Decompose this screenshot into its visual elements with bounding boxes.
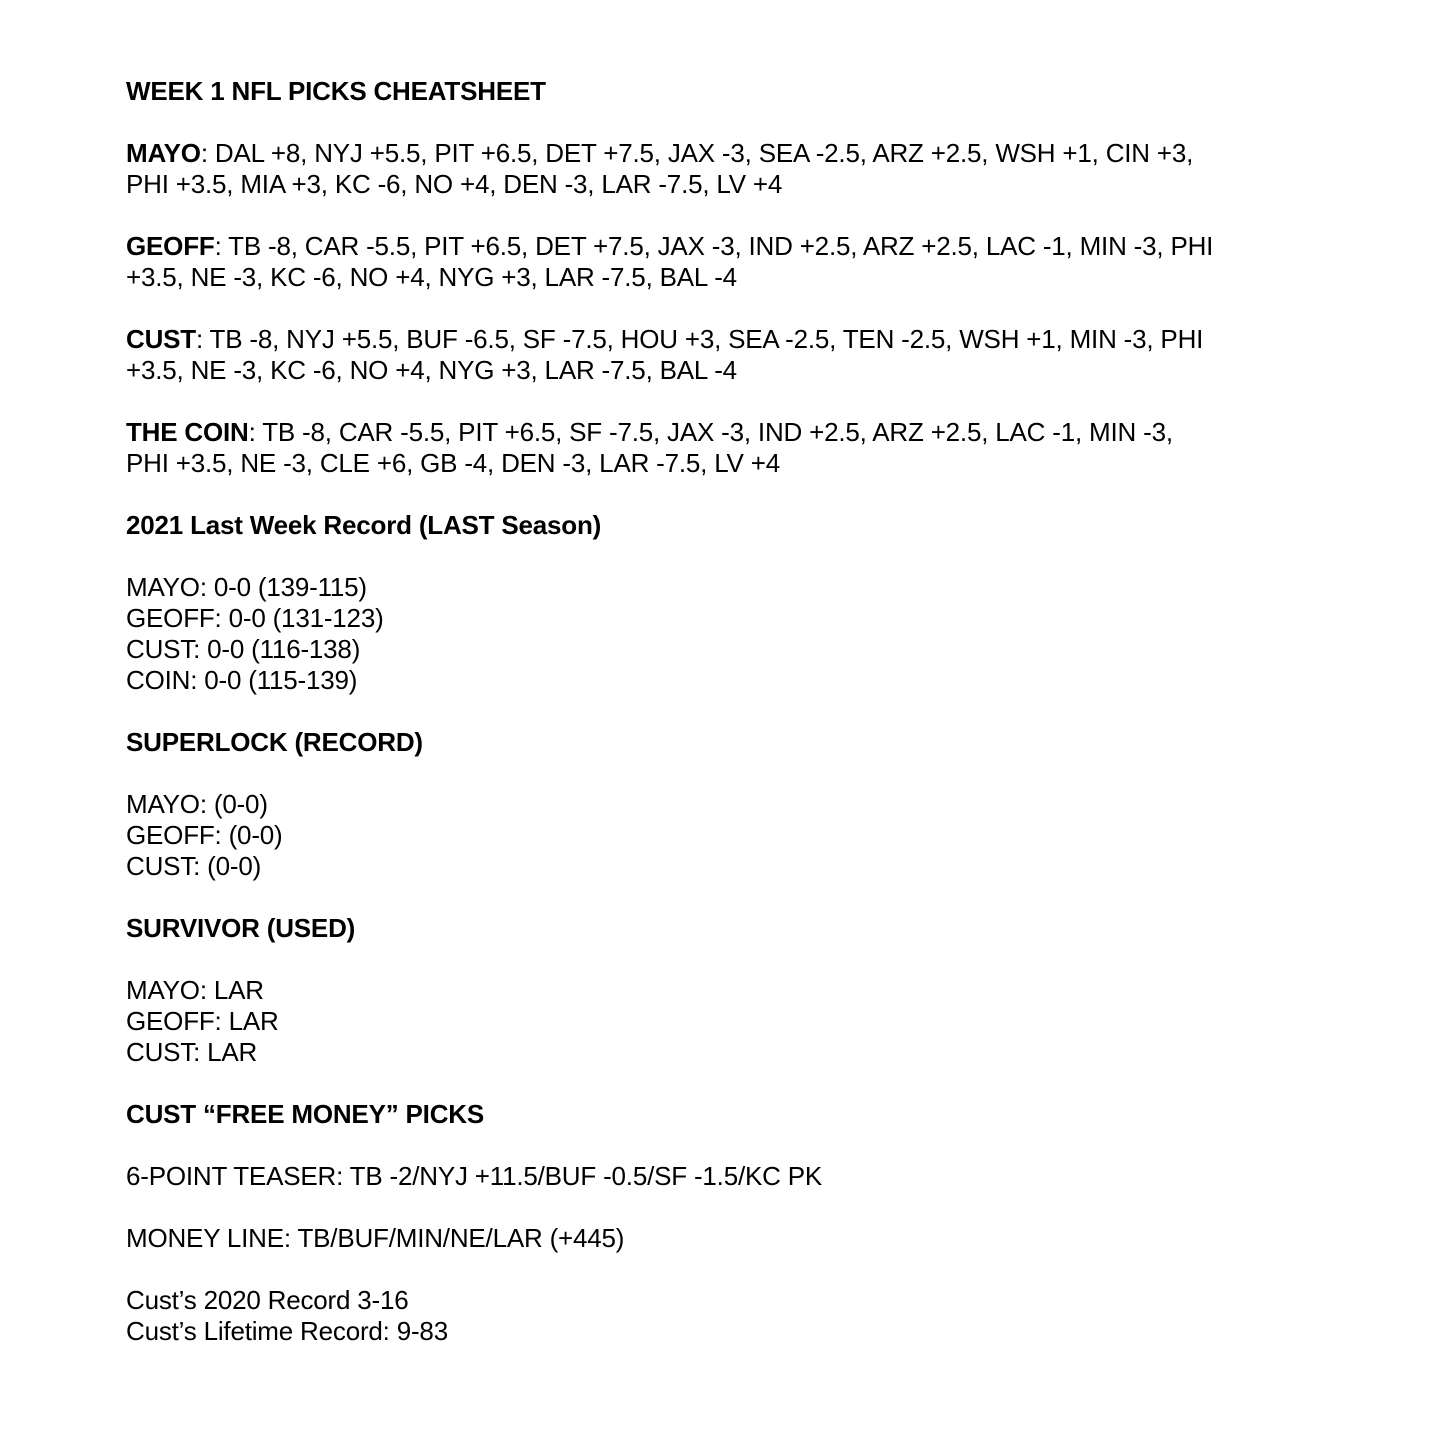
spacer [126,107,1336,138]
spacer [126,386,1336,417]
spacer [126,541,1336,572]
picks-the-coin-line-1 [126,417,1336,448]
record-line-geoff: GEOFF: 0-0 (131-123) [126,603,384,633]
cust-2020-record: Cust’s 2020 Record 3-16 [126,1285,409,1315]
spacer [126,882,1336,913]
spacer [126,944,1336,975]
record-line-cust: CUST: 0-0 (116-138) [126,634,361,664]
picks-text: : TB -8, NYJ +5.5, BUF -6.5, SF -7.5, HOU +3, SEA -2.5, TEN -2.5, WSH +1, MIN -3, PHI [195,324,1204,354]
picks-cust-line-1 [126,324,1336,355]
picks-the-coin [126,417,1336,479]
picks-text: : TB -8, CAR -5.5, PIT +6.5, SF -7.5, JAX -3, IND +2.5, ARZ +2.5, LAC -1, MIN -3, [248,417,1173,447]
picks-geoff-line-1 [126,231,1336,262]
picks-cust-line-2: +3.5, NE -3, KC -6, NO +4, NYG +3, LAR -7.5, BAL -4 [126,355,737,385]
picker-name-geoff: GEOFF [126,231,215,261]
picks-mayo-line-1 [126,138,1336,169]
survivor-heading: SURVIVOR (USED) [126,913,356,943]
teaser-line: 6-POINT TEASER: TB -2/NYJ +11.5/BUF -0.5/SF -1.5/KC PK [126,1161,823,1191]
spacer [126,696,1336,727]
picker-name-the-coin: THE COIN [126,417,249,447]
superlock-line-geoff: GEOFF: (0-0) [126,820,283,850]
spacer [126,758,1336,789]
spacer [126,1130,1336,1161]
free-money-heading: CUST “FREE MONEY” PICKS [126,1099,484,1129]
picks-the-coin-line-2: PHI +3.5, NE -3, CLE +6, GB -4, DEN -3, LAR -7.5, LV +4 [126,448,780,478]
picks-geoff-line-2: +3.5, NE -3, KC -6, NO +4, NYG +3, LAR -7.5, BAL -4 [126,262,737,292]
money-line: MONEY LINE: TB/BUF/MIN/NE/LAR (+445) [126,1223,625,1253]
picks-mayo [126,138,1336,200]
document-title: WEEK 1 NFL PICKS CHEATSHEET [126,76,546,106]
survivor-line-mayo: MAYO: LAR [126,975,264,1005]
spacer [126,479,1336,510]
superlock-list [126,789,1336,882]
picker-name-mayo: MAYO [126,138,201,168]
record-heading: 2021 Last Week Record (LAST Season) [126,510,602,540]
superlock-heading: SUPERLOCK (RECORD) [126,727,423,757]
picker-name-cust: CUST [126,324,196,354]
cheatsheet-document [126,76,1336,1347]
survivor-line-geoff: GEOFF: LAR [126,1006,279,1036]
survivor-line-cust: CUST: LAR [126,1037,258,1067]
spacer [126,1192,1336,1223]
record-line-coin: COIN: 0-0 (115-139) [126,665,358,695]
survivor-list [126,975,1336,1068]
record-list [126,572,1336,696]
picks-text: : TB -8, CAR -5.5, PIT +6.5, DET +7.5, JAX -3, IND +2.5, ARZ +2.5, LAC -1, MIN -3, PHI [214,231,1214,261]
cust-lifetime-record: Cust’s Lifetime Record: 9-83 [126,1316,448,1346]
record-line-mayo: MAYO: 0-0 (139-115) [126,572,367,602]
picks-cust [126,324,1336,386]
cust-records [126,1285,1336,1347]
spacer [126,200,1336,231]
spacer [126,1068,1336,1099]
superlock-line-cust: CUST: (0-0) [126,851,262,881]
spacer [126,1254,1336,1285]
superlock-line-mayo: MAYO: (0-0) [126,789,268,819]
picks-text: : DAL +8, NYJ +5.5, PIT +6.5, DET +7.5, JAX -3, SEA -2.5, ARZ +2.5, WSH +1, CIN +3, [200,138,1194,168]
spacer [126,293,1336,324]
picks-mayo-line-2: PHI +3.5, MIA +3, KC -6, NO +4, DEN -3, LAR -7.5, LV +4 [126,169,783,199]
picks-geoff [126,231,1336,293]
